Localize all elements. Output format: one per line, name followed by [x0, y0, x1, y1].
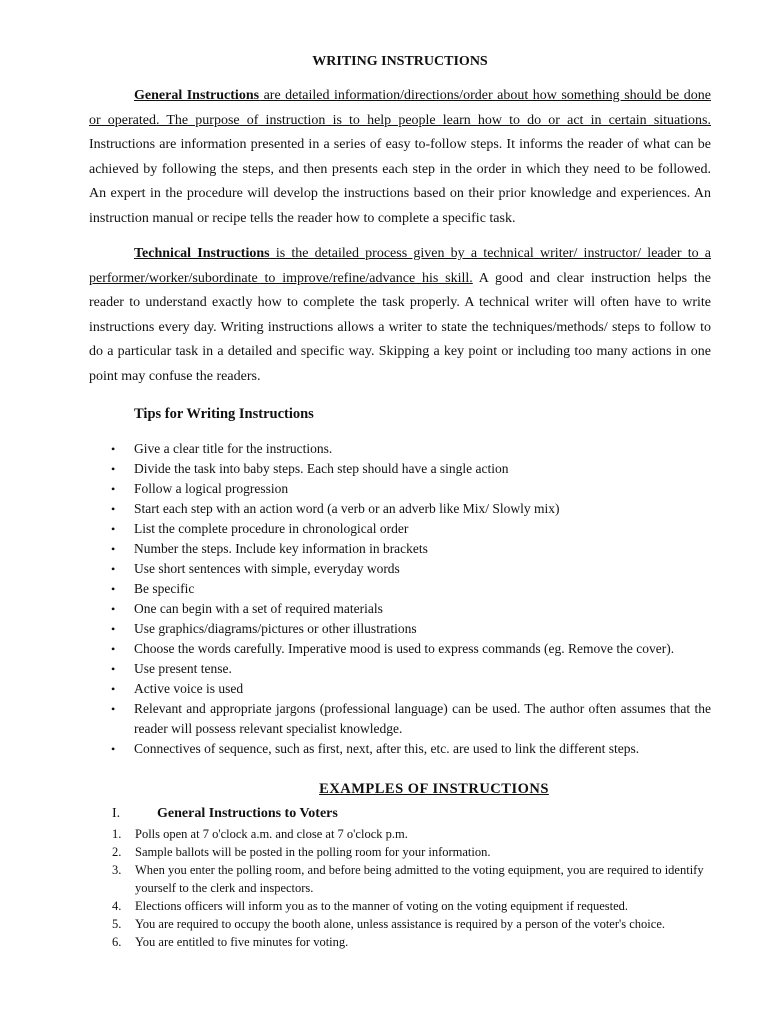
bullet-icon: • [111, 742, 116, 756]
list-item [112, 861, 712, 897]
tip-item [89, 679, 711, 699]
general-instructions-definition: are detailed information/directions/order about how something should be done or operated. The purpose of instruction is to help people learn how to do or act in certain situations. [89, 88, 711, 128]
bullet-icon: • [111, 602, 116, 616]
list-item-text: You are required to occupy the booth alone, unless assistance is required by a person of the voter's choice. [135, 917, 665, 931]
tip-text: Start each step with an action word (a verb or an adverb like Mix/ Slowly mix) [134, 501, 560, 516]
general-instructions-term: General Instructions [134, 88, 260, 103]
technical-instructions-term: Technical Instructions [134, 246, 270, 261]
section-heading [112, 806, 338, 822]
bullet-icon: • [111, 562, 116, 576]
bullet-icon: • [111, 682, 116, 696]
technical-instructions-paragraph [89, 242, 711, 389]
tip-item [89, 699, 711, 739]
bullet-icon: • [111, 502, 116, 516]
bullet-icon: • [111, 522, 116, 536]
technical-instructions-definition: is the detailed process given by a technical writer/ instructor/ leader to a performer/worker/subordinate to improve/refine/advance his skill. [89, 246, 712, 286]
bullet-icon: • [111, 662, 116, 676]
tip-item [89, 559, 711, 579]
tip-item [89, 479, 711, 499]
bullet-icon: • [111, 442, 116, 456]
tip-item [89, 459, 711, 479]
tip-text: Be specific [134, 581, 195, 596]
tip-text: Use graphics/diagrams/pictures or other illustrations [134, 621, 417, 636]
tip-text: Connectives of sequence, such as first, next, after this, etc. are used to link the different steps. [134, 741, 640, 756]
tip-item [89, 499, 711, 519]
tips-heading: Tips for Writing Instructions [134, 406, 314, 422]
bullet-icon: • [111, 642, 116, 656]
tip-text: Number the steps. Include key information in brackets [134, 541, 428, 556]
list-item [112, 915, 712, 933]
bullet-icon: • [111, 702, 116, 716]
tip-item [89, 599, 711, 619]
tip-item [89, 539, 711, 559]
list-item [112, 897, 712, 915]
tip-text: Give a clear title for the instructions. [134, 441, 333, 456]
tip-text: Use present tense. [134, 661, 232, 676]
list-item [112, 825, 712, 843]
technical-instructions-body: A good and clear instruction helps the reader to understand exactly how to complete the task properly. A technical writer will often have to write instructions every day. Writing instructions allows a writer to state the techniques/methods/ steps to follow to do a particular task in a detailed and specific way. Skipping a key point or including too many actions in one point may confuse the readers. [89, 270, 711, 384]
list-item-number: 6. [112, 935, 122, 949]
tip-text: Choose the words carefully. Imperative mood is used to express commands (eg. Remove the cover). [134, 641, 675, 656]
list-item [112, 843, 712, 861]
tip-item [89, 739, 711, 759]
list-item-number: 2. [112, 845, 122, 859]
tip-text: List the complete procedure in chronological order [134, 521, 409, 536]
list-item-text: Sample ballots will be posted in the polling room for your information. [135, 845, 491, 859]
bullet-icon: • [111, 462, 116, 476]
tip-text: Follow a logical progression [134, 481, 289, 496]
list-item-number: 4. [112, 899, 122, 913]
examples-heading: EXAMPLES OF INSTRUCTIONS [319, 781, 549, 797]
tip-text: One can begin with a set of required materials [134, 601, 383, 616]
bullet-icon: • [111, 622, 116, 636]
voter-instructions-list [112, 825, 712, 951]
tip-item [89, 579, 711, 599]
tip-text: Use short sentences with simple, everyday words [134, 561, 400, 576]
list-item-text: Elections officers will inform you as to the manner of voting on the voting equipment if requested. [135, 899, 629, 913]
list-item-text: Polls open at 7 o'clock a.m. and close at 7 o'clock p.m. [135, 827, 408, 841]
list-item-number: 3. [112, 863, 122, 877]
tip-item [89, 619, 711, 639]
tip-item [89, 519, 711, 539]
general-instructions-paragraph [89, 84, 711, 231]
page-title: WRITING INSTRUCTIONS [312, 54, 488, 69]
list-item-number: 1. [112, 827, 122, 841]
tips-list [89, 439, 711, 759]
tip-text: Relevant and appropriate jargons (professional language) can be used. The author often assumes that the reader will possess relevant specialist knowledge. [134, 701, 711, 736]
list-item [112, 933, 712, 951]
tip-text: Active voice is used [134, 681, 244, 696]
tip-item [89, 639, 711, 659]
tip-item [89, 439, 711, 459]
bullet-icon: • [111, 482, 116, 496]
general-instructions-body: Instructions are information presented in a series of easy to-follow steps. It informs the reader of what can be achieved by following the steps, and then presents each step in the order in which they need to be followed. An expert in the procedure will develop the instructions based on their prior knowledge and experiences. An instruction manual or recipe tells the reader how to complete a specific task. [89, 137, 711, 226]
bullet-icon: • [111, 582, 116, 596]
section-numeral: I. [112, 806, 121, 821]
list-item-number: 5. [112, 917, 122, 931]
list-item-text: When you enter the polling room, and before being admitted to the voting equipment, you are required to identify yourself to the clerk and inspectors. [135, 863, 704, 895]
tip-text: Divide the task into baby steps. Each step should have a single action [134, 461, 509, 476]
section-title: General Instructions to Voters [157, 806, 338, 821]
bullet-icon: • [111, 542, 116, 556]
tip-item [89, 659, 711, 679]
list-item-text: You are entitled to five minutes for voting. [135, 935, 349, 949]
